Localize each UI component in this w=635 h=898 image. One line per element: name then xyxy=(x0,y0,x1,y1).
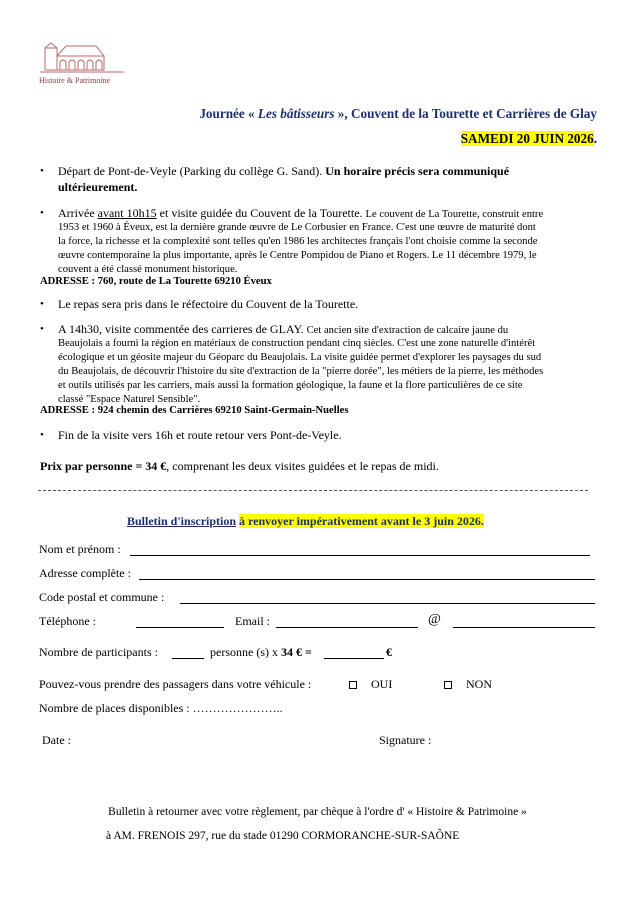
email-field-domain[interactable] xyxy=(453,627,595,628)
passagers-label: Pouvez-vous prendre des passagers dans votre véhicule : xyxy=(39,677,312,691)
euro-sign: € xyxy=(386,645,392,659)
places-label: Nombre de places disponibles : ………………….. xyxy=(39,701,283,715)
participants-formula: personne (s) x 34 € = xyxy=(210,645,312,659)
nom-field[interactable] xyxy=(130,555,590,556)
event-date: SAMEDI 20 JUIN 2026. xyxy=(460,131,597,146)
email-field-user[interactable] xyxy=(276,627,418,628)
adresse-field[interactable] xyxy=(139,579,595,580)
price-line: Prix par personne = 34 €, comprenant les deux visites guidées et le repas de midi. xyxy=(40,459,439,473)
participants-label: Nombre de participants : xyxy=(39,645,158,659)
footer-line-1: Bulletin à retourner avec votre règlement, par chèque à l'ordre d' « Histoire & Patrimoine » xyxy=(108,806,527,818)
at-icon: @ xyxy=(428,612,441,627)
oui-checkbox[interactable] xyxy=(349,681,357,689)
email-label: Email : xyxy=(235,614,270,628)
adresse-label: Adresse complète : xyxy=(39,566,131,580)
telephone-label: Téléphone : xyxy=(39,614,96,628)
non-checkbox[interactable] xyxy=(444,681,452,689)
address-glay: ADRESSE : 924 chemin des Carrières 69210 Saint-Germain-Nuelles xyxy=(40,405,349,416)
code-label: Code postal et commune : xyxy=(39,590,165,604)
cut-line-divider xyxy=(38,490,588,491)
participants-field[interactable] xyxy=(172,658,204,659)
bulletin-heading: Bulletin d'inscription à renvoyer impérativement avant le 3 juin 2026. xyxy=(127,514,484,528)
date-label: Date : xyxy=(42,733,71,747)
address-tourette: ADRESSE : 760, route de La Tourette 69210 Éveux xyxy=(40,276,272,287)
non-option[interactable]: NON xyxy=(444,677,492,692)
page-title: Journée « Les bâtisseurs », Couvent de la Tourette et Carrières de Glay xyxy=(199,106,597,121)
nom-label: Nom et prénom : xyxy=(39,542,121,556)
oui-option[interactable]: OUI xyxy=(349,677,392,692)
logo-text: Histoire & Patrimoine xyxy=(39,76,111,85)
telephone-field[interactable] xyxy=(136,627,224,628)
footer-line-2: à AM. FRENOIS 297, rue du stade 01290 CORMORANCHE-SUR-SAÔNE xyxy=(106,830,460,842)
code-field[interactable] xyxy=(180,603,595,604)
total-field[interactable] xyxy=(324,658,384,659)
signature-label: Signature : xyxy=(379,733,432,747)
